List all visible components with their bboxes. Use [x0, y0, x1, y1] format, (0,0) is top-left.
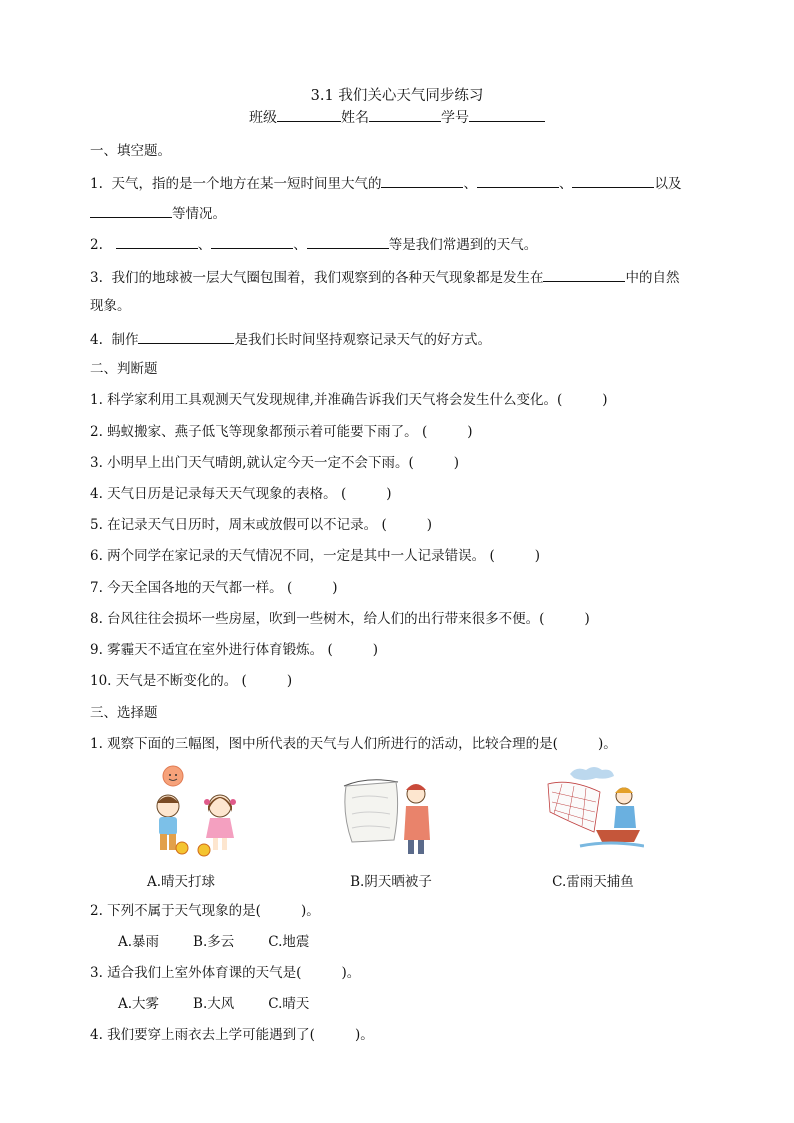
- judge-item: 3. 小明早上出门天气晴朗,就认定今天一定不会下雨。( ): [90, 455, 460, 471]
- option-b[interactable]: B.大风: [193, 996, 235, 1012]
- choice-question-3: 3. 适合我们上室外体育课的天气是( )。: [90, 965, 361, 981]
- judge-item: 1. 科学家利用工具观测天气发现规律,并准确告诉我们天气将会发生什么变化。( ): [90, 392, 608, 408]
- answer-blank[interactable]: [307, 234, 389, 249]
- judge-item: 6. 两个同学在家记录的天气情况不同，一定是其中一人记录错误。 ( ): [90, 548, 541, 564]
- fill-question-1: 1. 天气，指的是一个地方在某一短时间里大气的 、 、 以及: [90, 173, 681, 193]
- fill-question-4: 4. 制作 是我们长时间坚持观察记录天气的好方式。: [90, 329, 491, 349]
- option-c[interactable]: C.地震: [268, 934, 310, 950]
- answer-blank[interactable]: [116, 234, 198, 249]
- choice-options-3: [118, 995, 343, 1013]
- fill-question-2: 2. 、 、 等是我们常遇到的天气。: [90, 234, 537, 254]
- page-title: 3.1 我们关心天气同步练习: [310, 88, 484, 104]
- fill-question-3-cont: 现象。: [90, 298, 131, 314]
- judge-item: 4. 天气日历是记录每天天气现象的表格。 ( ): [90, 486, 392, 502]
- option-a[interactable]: A.暴雨: [118, 934, 160, 950]
- fill-question-3: 3. 我们的地球被一层大气圈包围着，我们观察到的各种天气现象都是发生在 中的自然: [90, 267, 679, 287]
- option-b[interactable]: B.多云: [193, 934, 235, 950]
- number-blank[interactable]: [469, 107, 545, 122]
- judge-item: 2. 蚂蚁搬家、燕子低飞等现象都预示着可能要下雨了。 ( ): [90, 424, 473, 440]
- option-c[interactable]: C.晴天: [268, 996, 310, 1012]
- judge-item: 5. 在记录天气日历时，周末或放假可以不记录。 ( ): [90, 517, 433, 533]
- answer-blank[interactable]: [543, 267, 625, 282]
- answer-blank[interactable]: [381, 173, 463, 188]
- number-label: 学号: [441, 110, 469, 126]
- answer-blank[interactable]: [211, 234, 293, 249]
- choice-question-1: 1. 观察下面的三幅图，图中所代表的天气与人们所进行的活动，比较合理的是( )。: [90, 736, 617, 752]
- option-a[interactable]: A.大雾: [118, 996, 160, 1012]
- choice-options-2: [118, 933, 343, 951]
- fill-question-1-cont: 等情况。: [90, 203, 226, 223]
- sunny-play-ball-illustration: [140, 764, 250, 860]
- name-blank[interactable]: [369, 107, 441, 122]
- rainy-fishing-illustration: [540, 762, 644, 854]
- class-blank[interactable]: [277, 107, 341, 122]
- caption-a: A.晴天打球: [146, 874, 216, 890]
- choice-question-2: 2. 下列不属于天气现象的是( )。: [90, 903, 320, 919]
- answer-blank[interactable]: [572, 173, 654, 188]
- answer-blank[interactable]: [90, 203, 172, 218]
- answer-blank[interactable]: [477, 173, 559, 188]
- section-heading-choice: 三、选择题: [90, 705, 158, 721]
- choice-question-4: 4. 我们要穿上雨衣去上学可能遇到了( )。: [90, 1027, 374, 1043]
- section-heading-fill: 一、填空题。: [90, 143, 171, 159]
- judge-item: 7. 今天全国各地的天气都一样。 ( ): [90, 580, 338, 596]
- section-heading-judge: 二、判断题: [90, 361, 158, 377]
- student-info-row: [0, 107, 794, 127]
- name-label: 姓名: [341, 110, 369, 126]
- judge-item: 9. 雾霾天不适宜在室外进行体育锻炼。 ( ): [90, 642, 379, 658]
- caption-b: B.阴天晒被子: [350, 874, 432, 890]
- judge-item: 10. 天气是不断变化的。 ( ): [90, 673, 293, 689]
- drying-quilt-illustration: [338, 768, 438, 858]
- judge-item: 8. 台风往往会损坏一些房屋，吹到一些树木，给人们的出行带来很多不便。( ): [90, 611, 590, 627]
- caption-c: C.雷雨天捕鱼: [552, 874, 634, 890]
- class-label: 班级: [249, 110, 277, 126]
- answer-blank[interactable]: [138, 329, 234, 344]
